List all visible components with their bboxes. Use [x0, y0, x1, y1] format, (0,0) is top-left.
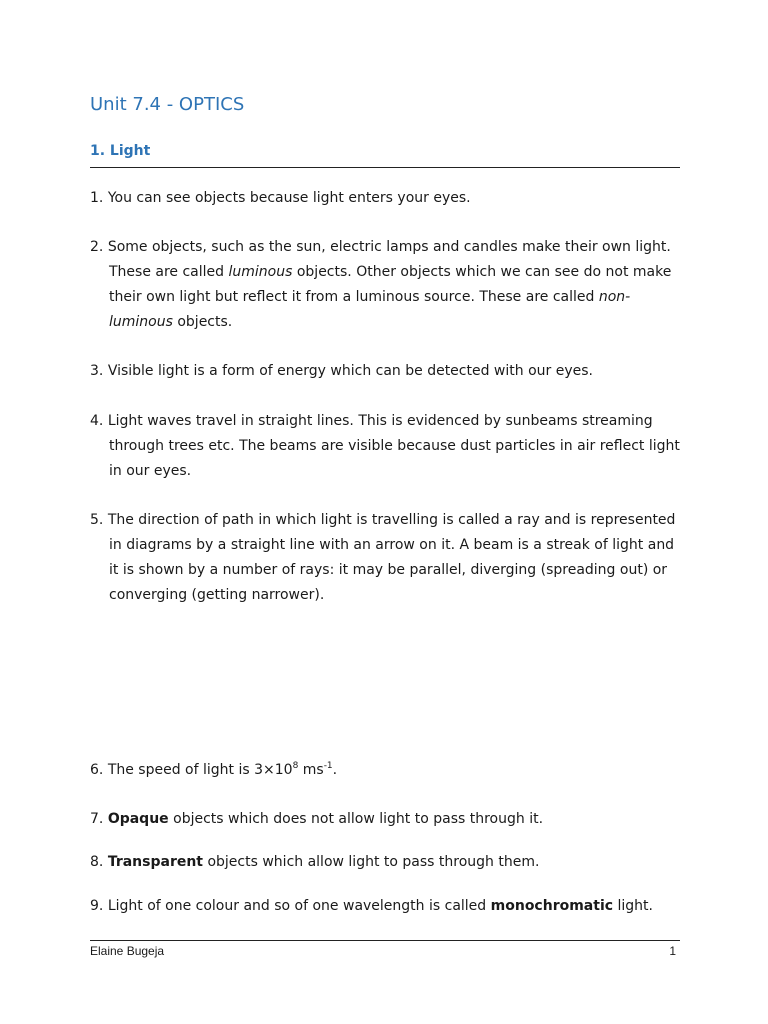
item-number: 9. [90, 898, 104, 914]
list-item-2 [90, 235, 680, 335]
term-non-luminous: non-luminous [109, 289, 631, 330]
item-number: 4. [90, 413, 104, 429]
item-number: 5. [90, 512, 104, 528]
exponent: -1 [323, 761, 333, 771]
item-text: light. [613, 898, 653, 914]
list-item-9 [90, 894, 680, 919]
item-text: . [332, 762, 338, 778]
unit-title: Unit 7.4 - OPTICS [90, 94, 245, 115]
item-text: objects. [172, 314, 233, 330]
item-number: 1. [90, 190, 104, 206]
list-item-6 [90, 758, 680, 783]
term-opaque: Opaque [107, 811, 169, 827]
term-transparent: Transparent [107, 854, 204, 870]
page-number: 1 [669, 944, 676, 958]
list-item-4 [90, 409, 680, 484]
item-text: You can see objects because light enters your eyes. [107, 190, 471, 206]
list-item-5 [90, 508, 680, 608]
item-text: Visible light is a form of energy which can be detected with our eyes. [107, 363, 593, 379]
footer-author: Elaine Bugeja [90, 944, 165, 958]
list-item-3 [90, 359, 680, 384]
list-item-1 [90, 186, 680, 211]
section-heading: 1. Light [90, 143, 151, 159]
list-item-7 [90, 807, 680, 832]
item-text: Light waves travel in straight lines. This is evidenced by sunbeams streaming through trees etc. The beams are visible because dust particles in air reflect light in our eyes. [107, 413, 680, 479]
item-number: 7. [90, 811, 104, 827]
item-text: The speed of light is 3×10 [107, 762, 293, 778]
item-text: objects which does not allow light to pass through it. [168, 811, 544, 827]
item-number: 3. [90, 363, 104, 379]
list-item-8 [90, 850, 680, 875]
item-number: 8. [90, 854, 104, 870]
item-text: Some objects, such as the sun, electric lamps and candles make their own light. These are called [107, 239, 671, 280]
item-number: 6. [90, 762, 104, 778]
term-luminous: luminous [228, 264, 293, 280]
footer-divider [90, 940, 680, 941]
item-text: objects. Other objects which we can see do not make their own light but reflect it from a luminous source. These are called [109, 264, 672, 305]
item-text: The direction of path in which light is travelling is called a ray and is represented in diagrams by a straight line with an arrow on it. A beam is a streak of light and it is shown by a number of rays: it may be parallel, diverging (spreading out) or converging (getting narrower). [107, 512, 676, 603]
heading-divider [90, 167, 680, 168]
item-text: ms [298, 762, 324, 778]
item-text: Light of one colour and so of one wavelength is called [107, 898, 491, 914]
item-text: objects which allow light to pass through them. [203, 854, 540, 870]
term-monochromatic: monochromatic [490, 898, 614, 914]
exponent: 8 [292, 761, 299, 771]
item-number: 2. [90, 239, 104, 255]
